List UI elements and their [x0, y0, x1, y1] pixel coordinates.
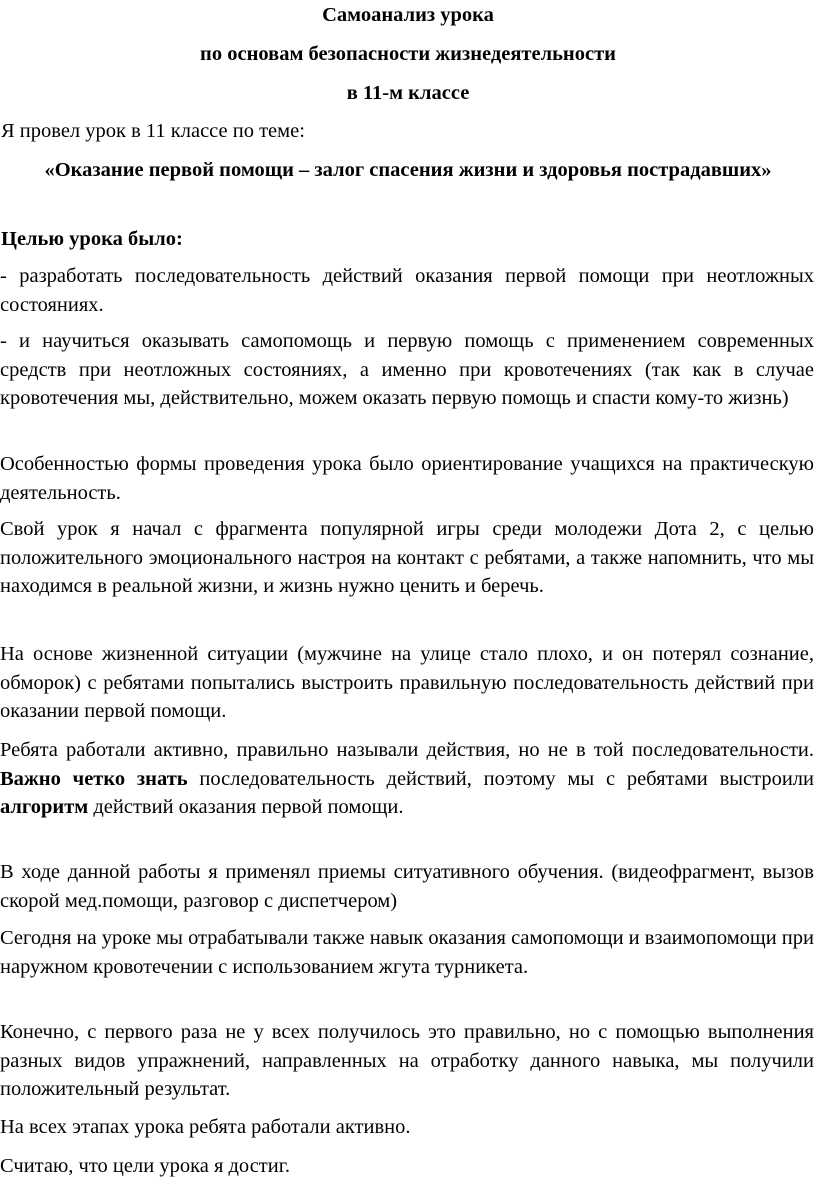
- paragraph-students-work: [0, 736, 814, 822]
- paragraph-all-stages: На всех этапах урока ребята работали активно.: [0, 1116, 411, 1138]
- paragraph-students-work-e: действий оказания первой помощи.: [88, 796, 404, 818]
- lesson-topic: «Оказание первой помощи – залог спасения жизни и здоровья пострадавших»: [44, 159, 772, 181]
- goal-item-1: - разработать последовательность действий оказания первой помощи при неотложных состояниях.: [0, 265, 814, 316]
- paragraph-lesson-start: Свой урок я начал с фрагмента популярной игры среди молодежи Дота 2, с целью положительного эмоционального настроя на контакт с ребятами, а также напомнить, что мы находимся в реальной жизни, и жизнь нужно ценить и беречь.: [0, 518, 814, 597]
- paragraph-situational-learning: В ходе данной работы я применял приемы ситуативного обучения. (видеофрагмент, вызов скорой мед.помощи, разговор с диспетчером): [0, 861, 814, 912]
- goal-item-2: - и научиться оказывать самопомощь и первую помощь с применением современных средств при неотложных состояниях, а именно при кровотечениях (так как в случае кровотечения мы, действительно, можем оказать первую помощь и спасти кому-то жизнь): [0, 330, 814, 409]
- title-line-3: в 11-м классе: [346, 82, 470, 104]
- paragraph-students-work-a: Ребята работали активно, правильно называли действия, но не в той последовательности.: [0, 739, 814, 761]
- paragraph-conclusion: Считаю, что цели урока я достиг.: [0, 1155, 290, 1177]
- paragraph-students-work-c: последовательность действий, поэтому мы с ребятами выстроили: [187, 767, 814, 790]
- paragraph-result: Конечно, с первого раза не у всех получилось это правильно, но с помощью выполнения разных видов упражнений, направленных на отработку данного навыка, мы получили положительный результат.: [0, 1021, 814, 1100]
- emphasis-algorithm: алгоритм: [0, 796, 89, 818]
- paragraph-life-situation: На основе жизненной ситуации (мужчине на улице стало плохо, и он потерял сознание, обморок) с ребятами попытались выстроить правильную последовательность действий при оказании первой помощи.: [0, 643, 814, 722]
- intro-line: Я провел урок в 11 классе по теме:: [1, 120, 305, 142]
- paragraph-form-feature: Особенностью формы проведения урока было ориентирование учащихся на практическую деятельность.: [0, 453, 814, 504]
- paragraph-bleeding-skill: Сегодня на уроке мы отрабатывали также навык оказания самопомощи и взаимопомощи при наружном кровотечении с использованием жгута турникета.: [0, 927, 814, 978]
- title-line-2: по основам безопасности жизнедеятельности: [200, 43, 616, 65]
- title-line-1: Самоанализ урока: [322, 4, 494, 26]
- emphasis-know-clearly: Важно четко знать: [0, 767, 188, 790]
- goal-heading: Целью урока было:: [1, 228, 183, 250]
